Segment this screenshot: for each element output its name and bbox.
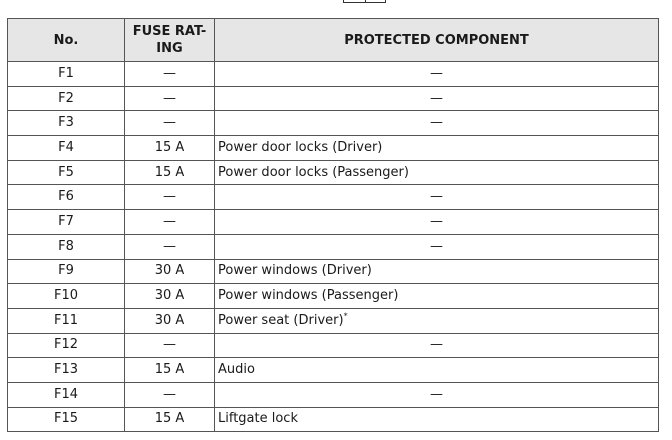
table-row	[8, 259, 659, 284]
protected-component-cell	[215, 210, 659, 235]
fuse-rating-cell: 15 A	[125, 358, 215, 383]
table-row	[8, 210, 659, 235]
fuse-number-cell: F7	[8, 210, 125, 235]
fuse-number-cell: F15	[8, 407, 125, 432]
fuse-number-cell: F11	[8, 308, 125, 333]
protected-component-cell	[215, 234, 659, 259]
fuse-rating-cell: 30 A	[125, 259, 215, 284]
fuse-number-cell: F13	[8, 358, 125, 383]
protected-component-text: Power door locks (Driver)	[218, 139, 383, 155]
fuse-rating-cell: 15 A	[125, 160, 215, 185]
protected-component-cell	[215, 111, 659, 136]
fuse-number-cell: F1	[8, 62, 125, 87]
fuse-number-cell: F10	[8, 284, 125, 309]
protected-component-text: Power door locks (Passenger)	[218, 164, 409, 180]
header-protected-component: PROTECTED COMPONENT	[215, 19, 659, 62]
table-row	[8, 284, 659, 309]
protected-component-cell	[215, 358, 659, 383]
protected-component-text: —	[430, 238, 443, 254]
protected-component-cell	[215, 136, 659, 161]
protected-component-text: —	[430, 90, 443, 106]
protected-component-text: —	[430, 213, 443, 229]
protected-component-text: —	[430, 115, 443, 131]
protected-component-text: Power windows (Driver)	[218, 263, 372, 279]
protected-component-cell	[215, 160, 659, 185]
fuse-number-cell: F2	[8, 86, 125, 111]
table-row	[8, 333, 659, 358]
protected-component-text: —	[430, 65, 443, 81]
protected-component-cell	[215, 62, 659, 87]
header-fuse-rating-line2: ING	[156, 41, 183, 56]
table-row	[8, 136, 659, 161]
fuse-rating-cell: —	[125, 86, 215, 111]
fuse-table	[7, 18, 659, 432]
fuse-number-cell: F8	[8, 234, 125, 259]
table-row	[8, 111, 659, 136]
fuse-rating-cell: —	[125, 111, 215, 136]
footnote-marker: *	[343, 311, 348, 321]
table-row	[8, 160, 659, 185]
protected-component-cell	[215, 86, 659, 111]
protected-component-cell	[215, 284, 659, 309]
protected-component-cell	[215, 382, 659, 407]
protected-component-text: Power windows (Passenger)	[218, 288, 399, 304]
protected-component-cell	[215, 308, 659, 333]
fuse-number-cell: F3	[8, 111, 125, 136]
header-no: No.	[8, 19, 125, 62]
protected-component-cell	[215, 407, 659, 432]
protected-component-text: Audio	[218, 362, 255, 378]
fuse-rating-cell: 15 A	[125, 407, 215, 432]
fuse-rating-cell: —	[125, 62, 215, 87]
fuse-number-cell: F5	[8, 160, 125, 185]
protected-component-cell	[215, 185, 659, 210]
fuse-number-cell: F12	[8, 333, 125, 358]
protected-component-cell	[215, 259, 659, 284]
table-row	[8, 62, 659, 87]
header-fuse-rating-line1: FUSE RAT-	[132, 24, 207, 39]
table-row	[8, 382, 659, 407]
table-row	[8, 185, 659, 210]
protected-component-text: —	[430, 189, 443, 205]
fuse-rating-cell: —	[125, 210, 215, 235]
page-top-marker	[343, 0, 386, 3]
fuse-rating-cell: —	[125, 185, 215, 210]
protected-component-text: Liftgate lock	[218, 411, 298, 427]
protected-component-text: —	[430, 386, 443, 402]
protected-component-text: Power seat (Driver)	[218, 312, 344, 328]
fuse-rating-cell: 30 A	[125, 284, 215, 309]
table-row	[8, 407, 659, 432]
fuse-table-body	[8, 62, 659, 432]
fuse-rating-cell: —	[125, 234, 215, 259]
protected-component-cell	[215, 333, 659, 358]
fuse-number-cell: F4	[8, 136, 125, 161]
fuse-rating-cell: —	[125, 382, 215, 407]
header-fuse-rating	[125, 19, 215, 62]
header-row	[8, 19, 659, 62]
protected-component-text: —	[430, 337, 443, 353]
fuse-table-header	[8, 19, 659, 62]
table-row	[8, 308, 659, 333]
fuse-rating-cell: —	[125, 333, 215, 358]
table-row	[8, 234, 659, 259]
fuse-number-cell: F14	[8, 382, 125, 407]
fuse-number-cell: F6	[8, 185, 125, 210]
fuse-number-cell: F9	[8, 259, 125, 284]
fuse-rating-cell: 15 A	[125, 136, 215, 161]
fuse-rating-cell: 30 A	[125, 308, 215, 333]
table-row	[8, 86, 659, 111]
table-row	[8, 358, 659, 383]
